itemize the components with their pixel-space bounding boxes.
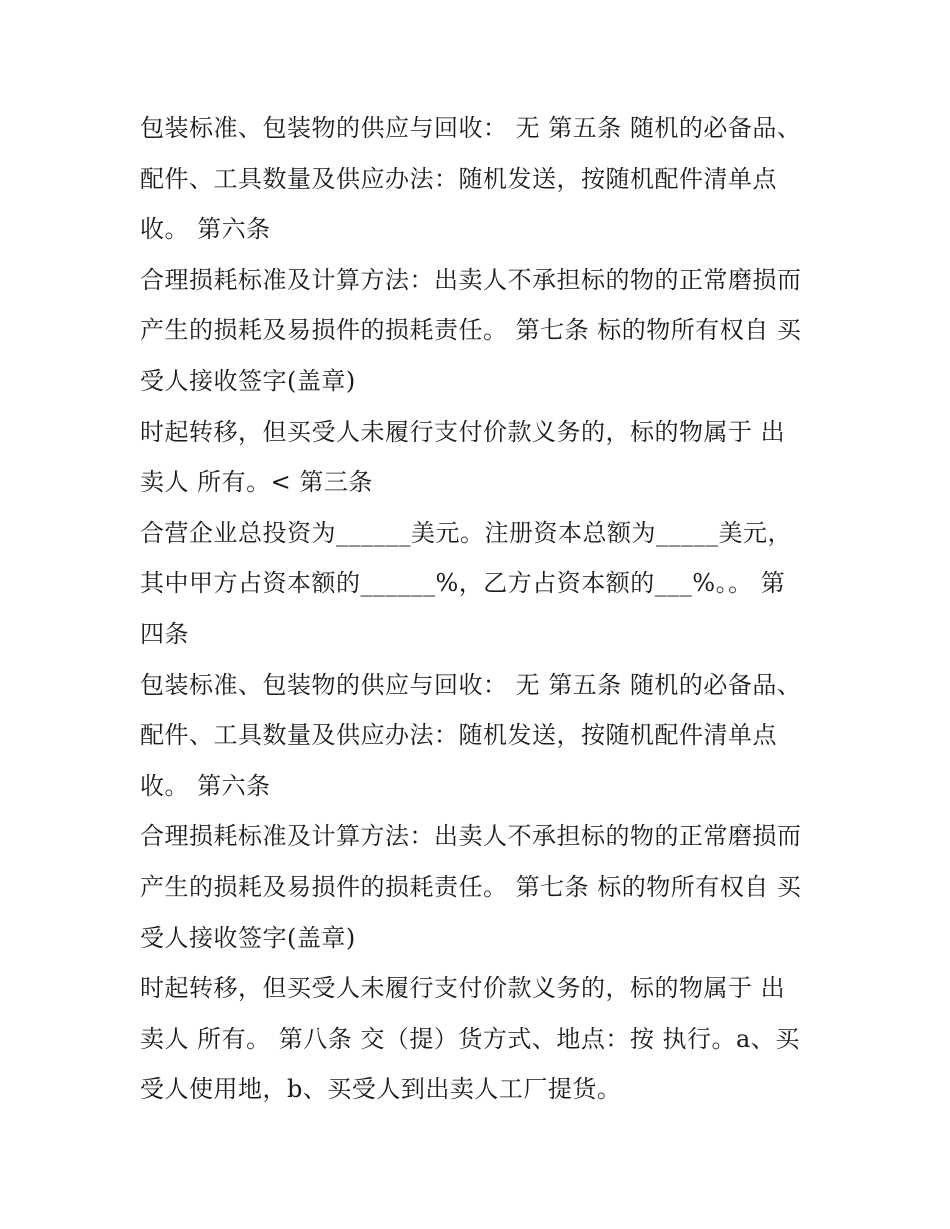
text-line: 四条 [140, 619, 189, 648]
text-line: 收。 第六条 [140, 215, 271, 244]
text-line: 受人接收签字(盖章) [140, 366, 356, 395]
text-line: 合理损耗标准及计算方法：出卖人不承担标的物的正常磨损而 [140, 822, 802, 851]
text-line: 配件、工具数量及供应办法：随机发送，按随机配件清单点 [140, 164, 777, 193]
text-line: 时起转移，但买受人未履行支付价款义务的，标的物属于 出 [140, 417, 786, 446]
text-line: 其中甲方占资本额的______%，乙方占资本额的___%。。 第 [140, 569, 786, 598]
text-line: 包装标准、包装物的供应与回收： 无 第五条 随机的必备品、 [140, 670, 802, 699]
text-line: 时起转移，但买受人未履行支付价款义务的，标的物属于 出 [140, 974, 786, 1003]
text-line: 产生的损耗及易损件的损耗责任。 第七条 标的物所有权自 买 [140, 872, 802, 901]
text-line: 配件、工具数量及供应办法：随机发送，按随机配件清单点 [140, 721, 777, 750]
text-line: 卖人 所有。< 第三条 [140, 468, 373, 497]
text-line: 卖人 所有。 第八条 交（提）货方式、地点：按 执行。a、买 [140, 1024, 800, 1053]
text-line: 产生的损耗及易损件的损耗责任。 第七条 标的物所有权自 买 [140, 316, 802, 345]
text-line: 包装标准、包装物的供应与回收： 无 第五条 随机的必备品、 [140, 114, 802, 142]
text-line: 合营企业总投资为______美元。注册资本总额为_____美元， [140, 518, 792, 547]
document-body [140, 103, 830, 1115]
text-line: 合理损耗标准及计算方法：出卖人不承担标的物的正常磨损而 [140, 265, 802, 294]
text-line: 受人使用地，b、买受人到出卖人工厂提货。 [140, 1075, 622, 1104]
text-line: 受人接收签字(盖章) [140, 923, 356, 952]
text-line: 收。 第六条 [140, 771, 271, 800]
